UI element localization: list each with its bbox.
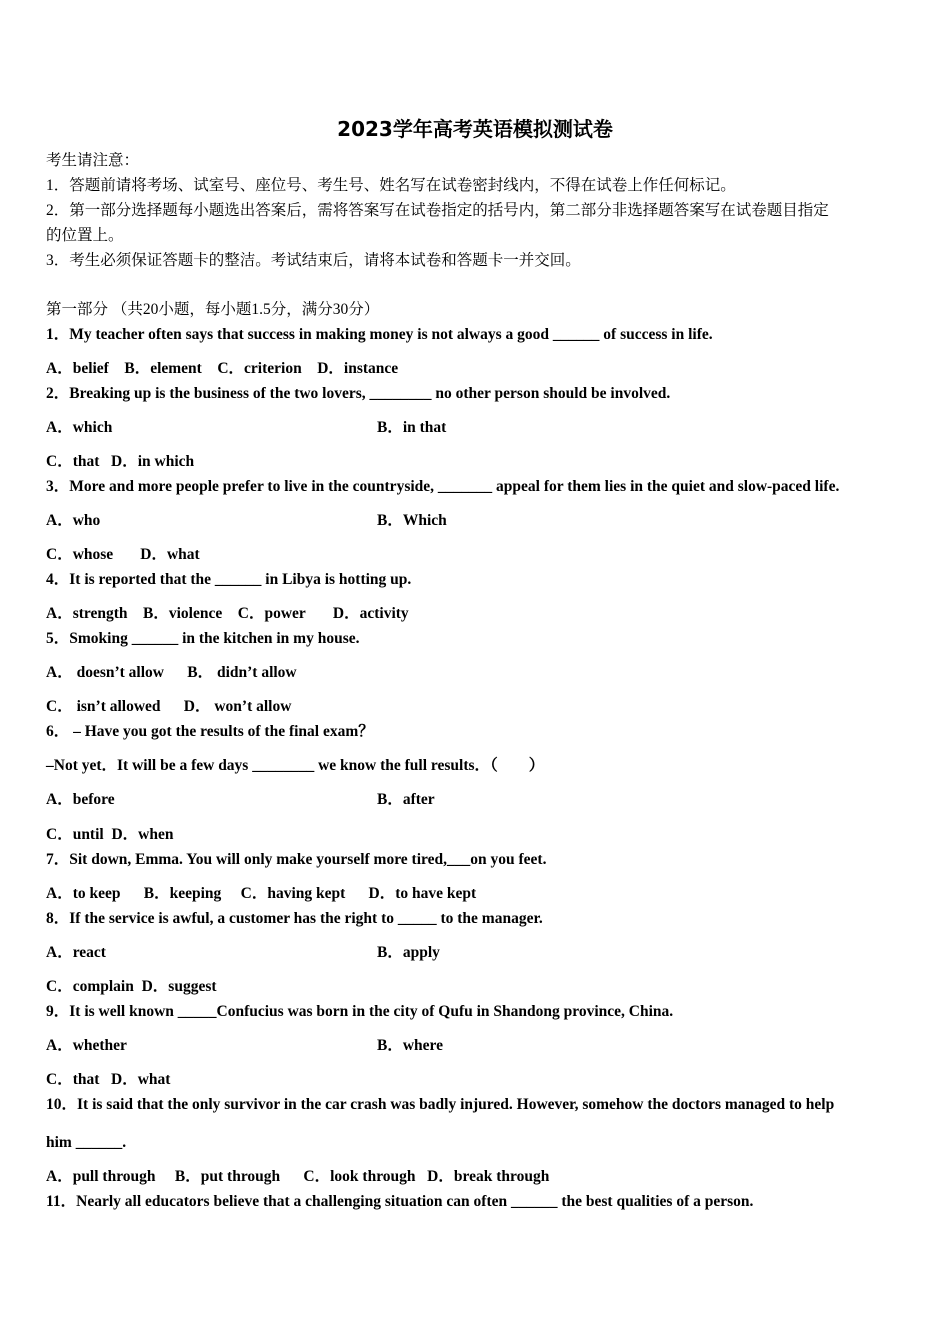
option-a: A．which [46, 419, 113, 436]
answer-options [46, 663, 297, 683]
option-b: B．Which [377, 512, 447, 529]
notice-heading: 考生请注意： [46, 152, 140, 169]
question-stem: 11．Nearly all educators believe that a challenging situation can often ______ the best qualities of a person. [46, 1193, 754, 1210]
option-c: C． isn’t allowed [46, 698, 161, 715]
notice-item-1: 1．答题前请将考场、试室号、座位号、考生号、姓名写在试卷密封线内，不得在试卷上作任何标记。 [46, 177, 736, 194]
option-a: A．before [46, 791, 115, 808]
question-stem-cont: him ______. [46, 1134, 127, 1151]
option-b: B．put through [174, 1168, 281, 1185]
question-stem: 10．It is said that the only survivor in the car crash was badly injured. However, somehow the doctors managed to help [46, 1096, 835, 1113]
option-c: C．having kept [240, 885, 346, 902]
option-d: D．break through [427, 1168, 550, 1185]
option-c: C．criterion [217, 360, 302, 377]
option-c: C．until [46, 826, 104, 843]
option-d: D．when [111, 826, 174, 843]
option-d: D．to have kept [368, 885, 477, 902]
option-a: A．who [46, 512, 101, 529]
option-c: C．power [237, 605, 306, 622]
option-c: C．that [46, 453, 100, 470]
answer-options [46, 452, 194, 472]
option-a: A．strength [46, 605, 128, 622]
option-d: D． won’t allow [183, 698, 292, 715]
section-heading: 第一部分 （共20小题，每小题1.5分，满分30分） [46, 301, 380, 318]
option-c: C．that [46, 1071, 100, 1088]
answer-options [46, 884, 476, 904]
option-b: B．where [377, 1037, 444, 1054]
answer-options [46, 359, 398, 379]
answer-options [46, 825, 173, 845]
option-b: B．violence [143, 605, 223, 622]
option-a: A． doesn’t allow [46, 664, 164, 681]
answer-options [46, 1070, 170, 1090]
option-b: B．keeping [143, 885, 222, 902]
question-stem: 4．It is reported that the ______ in Libya is hotting up. [46, 571, 412, 588]
question-stem: 6． – Have you got the results of the final exam？ [46, 723, 374, 740]
option-d: D．what [111, 1071, 171, 1088]
option-a: A．react [46, 944, 106, 961]
notice-item-2-cont: 的位置上。 [46, 227, 124, 244]
option-d: D．what [140, 546, 200, 563]
question-stem: 8．If the service is awful, a customer has the right to _____ to the manager. [46, 910, 543, 927]
answer-options [46, 604, 409, 624]
question-stem-cont: –Not yet．It will be a few days ________ we know the full results．（ ） [46, 757, 545, 774]
option-b: B．apply [377, 944, 440, 961]
question-stem: 7．Sit down, Emma. You will only make yourself more tired,___on you feet. [46, 851, 547, 868]
option-a: A．whether [46, 1037, 127, 1054]
answer-options [46, 545, 200, 565]
question-stem: 2．Breaking up is the business of the two lovers, ________ no other person should be involved. [46, 385, 671, 402]
option-d: D．suggest [141, 978, 217, 995]
option-b: B．after [377, 791, 435, 808]
option-c: C．look through [303, 1168, 416, 1185]
answer-options [46, 977, 217, 997]
answer-options [46, 1167, 549, 1187]
option-b: B．in that [377, 419, 447, 436]
notice-item-2: 2．第一部分选择题每小题选出答案后，需将答案写在试卷指定的括号内，第二部分非选择题答案写在试卷题目指定 [46, 202, 829, 219]
exam-title: 2023学年高考英语模拟测试卷 [337, 117, 613, 141]
option-a: A．pull through [46, 1168, 156, 1185]
option-b: B．element [124, 360, 202, 377]
question-stem: 5．Smoking ______ in the kitchen in my house. [46, 630, 360, 647]
option-c: C．whose [46, 546, 114, 563]
option-c: C．complain [46, 978, 134, 995]
option-b: B． didn’t allow [187, 664, 297, 681]
question-stem: 9．It is well known _____Confucius was born in the city of Qufu in Shandong province, China. [46, 1003, 674, 1020]
option-a: A．to keep [46, 885, 121, 902]
question-stem: 3．More and more people prefer to live in the countryside, _______ appeal for them lies in the quiet and slow-paced life. [46, 478, 840, 495]
notice-item-3: 3．考生必须保证答题卡的整洁。考试结束后，请将本试卷和答题卡一并交回。 [46, 252, 581, 269]
answer-options [46, 697, 291, 717]
option-d: D．instance [317, 360, 399, 377]
question-stem: 1．My teacher often says that success in making money is not always a good ______ of success in life. [46, 326, 713, 343]
option-d: D．activity [332, 605, 409, 622]
option-d: D．in which [111, 453, 195, 470]
option-a: A．belief [46, 360, 109, 377]
